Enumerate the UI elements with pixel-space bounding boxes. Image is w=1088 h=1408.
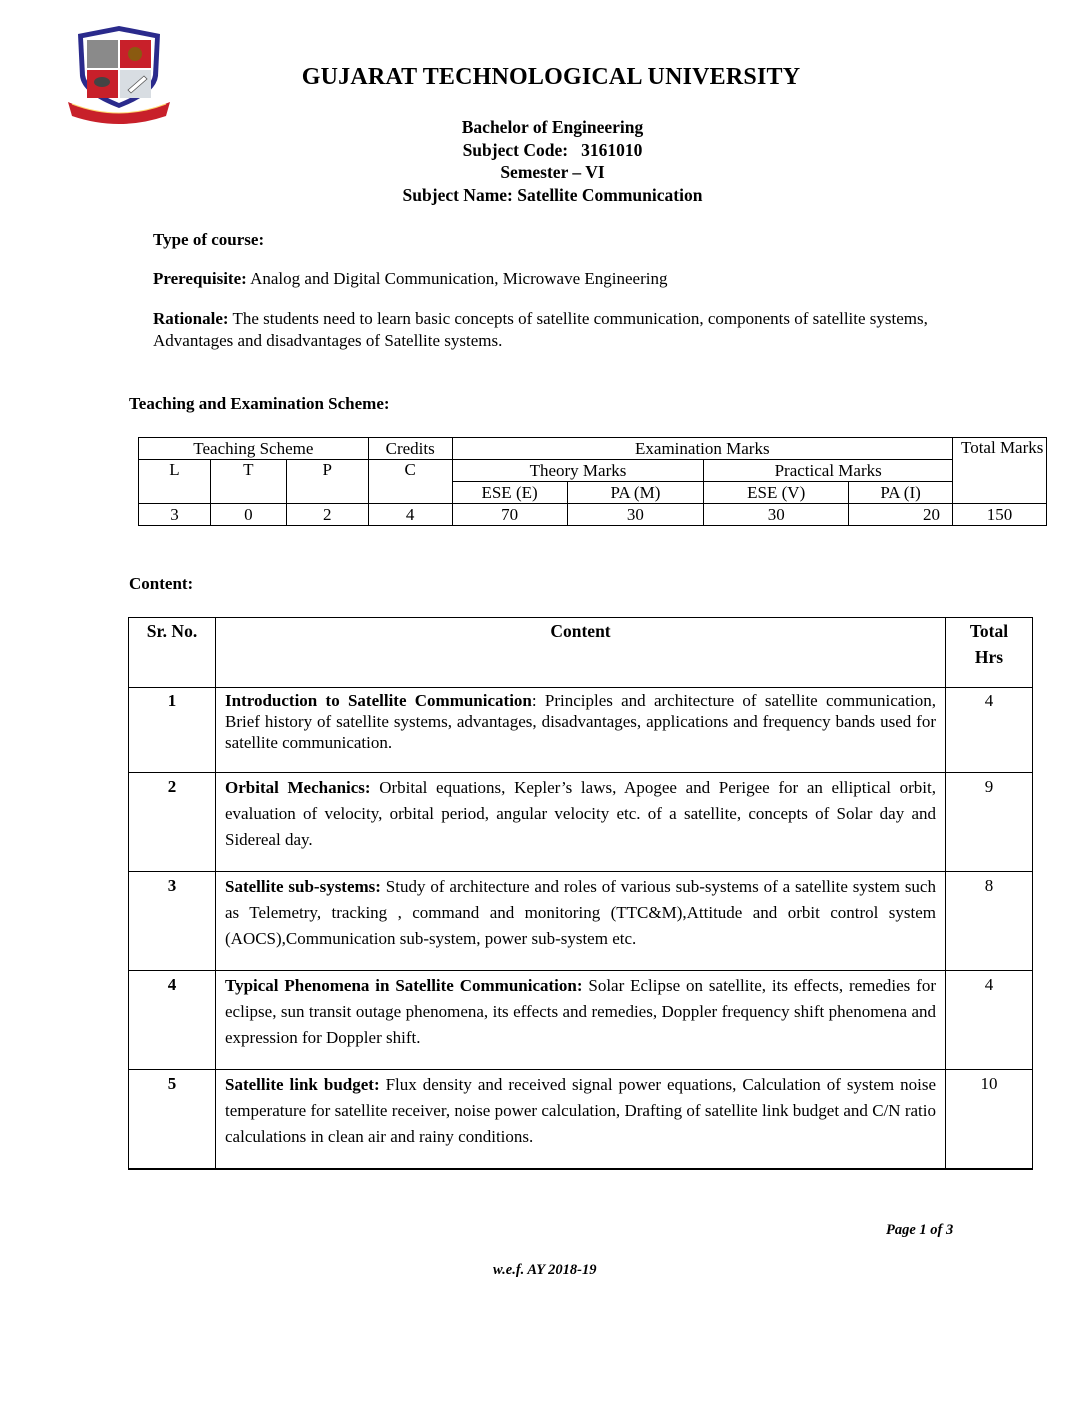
- content-heading: Content:: [129, 574, 194, 593]
- table-row: [129, 1070, 1033, 1170]
- hours: 9: [946, 773, 1033, 872]
- table-row: [129, 688, 1033, 773]
- university-title: GUJARAT TECHNOLOGICAL UNIVERSITY: [301, 64, 801, 90]
- type-of-course: [153, 229, 933, 251]
- examination-marks-header: Examination Marks: [452, 438, 952, 460]
- topic-sep: :: [531, 691, 537, 710]
- col-P: P: [286, 460, 368, 504]
- rationale-label: Rationale:: [153, 309, 229, 328]
- content-cell: [216, 1070, 946, 1170]
- pa-m-header: PA (M): [567, 482, 704, 504]
- scheme-values-row: [139, 504, 1047, 526]
- content-header-row: [129, 618, 1033, 688]
- col-L: L: [139, 460, 211, 504]
- hours: 10: [946, 1070, 1033, 1170]
- value-P: 2: [286, 504, 368, 526]
- content-cell: [216, 872, 946, 971]
- table-row: [129, 773, 1033, 872]
- scheme-heading: Teaching and Examination Scheme:: [129, 394, 390, 413]
- sr-no: 1: [129, 688, 216, 773]
- content-table: [128, 617, 1033, 1170]
- content-cell: [216, 773, 946, 872]
- value-pa-m: 30: [567, 504, 704, 526]
- ese-v-header: ESE (V): [704, 482, 849, 504]
- table-row: [129, 971, 1033, 1070]
- sr-no: 3: [129, 872, 216, 971]
- topic-title: Orbital Mechanics:: [225, 778, 371, 797]
- sr-no: 4: [129, 971, 216, 1070]
- topic-text: Flux density and received signal power equations, Calculation of system noise temperature for satellite receiver, noise power calculation, Drafting of satellite link budget and C/N ratio calculations in clean air and rainy conditions.: [225, 1075, 937, 1146]
- prerequisite-label: Prerequisite:: [153, 269, 247, 288]
- hrs-label: Hrs: [974, 647, 1004, 667]
- topic-text: Solar Eclipse on satellite, its effects, remedies for eclipse, sun transit outage phenomena, its effects and remedies, Doppler frequency shift phenomena and expression for Doppler shift.: [225, 976, 936, 1047]
- topic-title: Typical Phenomena in Satellite Communication:: [225, 976, 583, 995]
- content-cell: [216, 971, 946, 1070]
- content-cell: [216, 688, 946, 773]
- subject-name: Subject Name: Satellite Communication: [402, 184, 703, 205]
- col-C: C: [368, 460, 452, 504]
- total-marks-header: Total Marks: [953, 438, 1047, 504]
- teaching-scheme-header: Teaching Scheme: [139, 438, 369, 460]
- topic-title: Introduction to Satellite Communication: [225, 691, 532, 710]
- rationale-value: The students need to learn basic concepts of satellite communication, components of satellite systems, Advantages and disadvantages of Satellite systems.: [153, 309, 928, 350]
- sr-no: 5: [129, 1070, 216, 1170]
- rationale: [153, 308, 933, 352]
- pa-i-header: PA (I): [849, 482, 953, 504]
- prerequisite-value: Analog and Digital Communication, Microwave Engineering: [246, 269, 668, 288]
- value-pa-i: 20: [849, 504, 953, 526]
- credits-header: Credits: [368, 438, 452, 460]
- course-header: [280, 116, 825, 206]
- value-L: 3: [139, 504, 211, 526]
- theory-marks-header: Theory Marks: [452, 460, 704, 482]
- degree: Bachelor of Engineering: [461, 117, 644, 137]
- hours: 4: [946, 971, 1033, 1070]
- value-ese-v: 30: [704, 504, 849, 526]
- effective-year: w.e.f. AY 2018-19: [493, 1262, 597, 1278]
- subject-code: Subject Code: 3161010: [462, 139, 643, 160]
- sr-no-header: Sr. No.: [129, 618, 216, 688]
- table-row: [129, 872, 1033, 971]
- topic-text: Principles and architecture of satellite communication, Brief history of satellite systems, advantages, disadvantages, applications and frequency bands used for satellite communication.: [225, 691, 936, 752]
- hours: 4: [946, 688, 1033, 773]
- topic-text: Study of architecture and roles of various sub-systems of a satellite system such as Telemetry, tracking , command and monitoring (TTC&M),Attitude and orbit control system (AOCS),Communication sub-system, power sub-system etc.: [225, 877, 936, 948]
- value-C: 4: [368, 504, 452, 526]
- type-of-course-label: Type of course:: [153, 230, 265, 249]
- total-hrs-header: [946, 618, 1033, 688]
- col-T: T: [210, 460, 286, 504]
- topic-text: Orbital equations, Kepler’s laws, Apogee and Perigee for an elliptical orbit, evaluation of velocity, orbital period, angular velocity etc. of a satellite, concepts of Solar day and Sidereal day.: [225, 778, 937, 849]
- hours: 8: [946, 872, 1033, 971]
- topic-title: Satellite sub-systems:: [225, 877, 381, 896]
- page-number: Page 1 of 3: [886, 1222, 954, 1238]
- value-ese-e: 70: [452, 504, 567, 526]
- total-label: Total: [969, 621, 1009, 641]
- value-T: 0: [210, 504, 286, 526]
- ese-e-header: ESE (E): [452, 482, 567, 504]
- practical-marks-header: Practical Marks: [704, 460, 953, 482]
- semester: Semester – VI: [500, 162, 605, 182]
- topic-title: Satellite link budget:: [225, 1075, 380, 1094]
- content-header: Content: [216, 618, 946, 688]
- prerequisite: [153, 268, 933, 290]
- sr-no: 2: [129, 773, 216, 872]
- scheme-table: [138, 437, 1047, 526]
- value-total: 150: [953, 504, 1047, 526]
